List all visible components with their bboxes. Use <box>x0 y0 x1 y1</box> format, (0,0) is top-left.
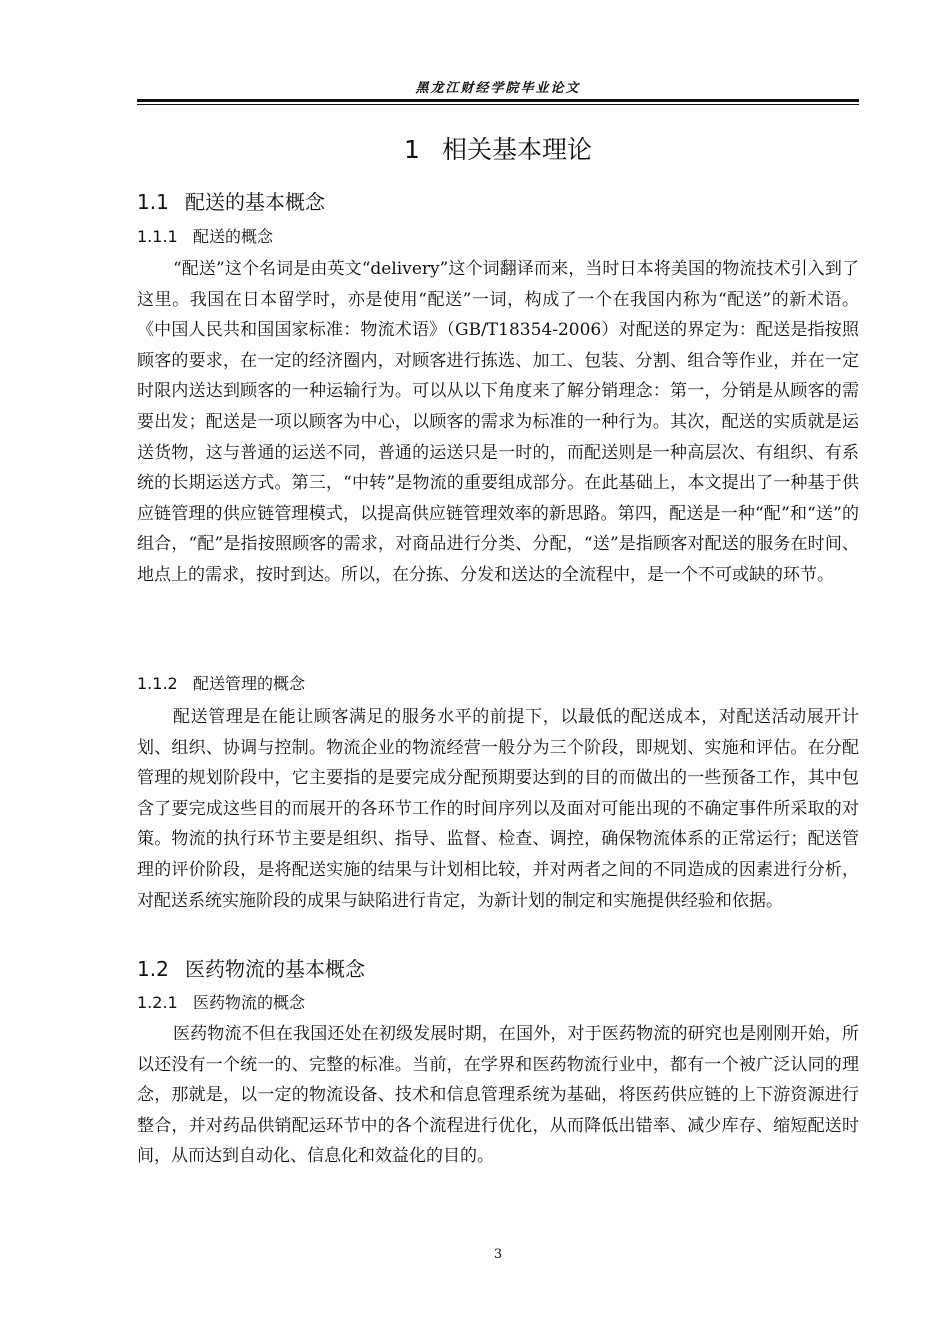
section-heading-1-2 <box>137 955 859 983</box>
subsection-number: 1.1.1 <box>137 227 178 246</box>
subsection-number: 1.2.1 <box>137 993 178 1012</box>
subsection-heading-1-1-2 <box>137 672 859 696</box>
page-number: 3 <box>493 1247 503 1262</box>
paragraph-1-1-2: 配送管理是在能让顾客满足的服务水平的前提下，以最低的配送成本，对配送活动展开计划、组织、协调与控制。物流企业的物流经营一般分为三个阶段，即规划、实施和评估。在分配管理的规划阶段中，它主要指的是要完成分配预期要达到的目的而做出的一些预备工作，其中包含了要完成这些目的而展开的各环节工作的时间序列以及面对可能出现的不确定事件所采取的对策。物流的执行环节主要是组织、指导、监督、检查、调控，确保物流体系的正常运行；配送管理的评价阶段，是将配送实施的结果与计划相比较，并对两者之间的不同造成的因素进行分析，对配送系统实施阶段的成果与缺陷进行肯定，为新计划的制定和实施提供经验和依据。 <box>137 707 859 911</box>
chapter-heading <box>137 133 859 167</box>
subsection-heading-1-1-1 <box>137 225 859 249</box>
chapter-title: 相关基本理论 <box>441 135 592 164</box>
section-heading-1-1 <box>137 188 859 216</box>
subsection-title: 医药物流的概念 <box>193 993 306 1012</box>
section-title: 医药物流的基本概念 <box>185 957 365 981</box>
subsection-title: 配送的概念 <box>193 227 274 246</box>
section-number: 1.2 <box>137 957 169 981</box>
header-rule-thin <box>137 104 859 105</box>
header-rule-thick <box>137 99 859 102</box>
chapter-number: 1 <box>404 135 420 164</box>
paragraph-1-2-1: 医药物流不但在我国还处在初级发展时期，在国外，对于医药物流的研究也是刚刚开始，所以还没有一个统一的、完整的标准。当前，在学界和医药物流行业中，都有一个被广泛认同的理念，那就是，以一定的物流设备、技术和信息管理系统为基础，将医药供应链的上下游资源进行整合，并对药品供销配运环节中的各个流程进行优化，从而降低出错率、减少库存、缩短配送时间，从而达到自动化、信息化和效益化的目的。 <box>137 1024 859 1167</box>
subsection-number: 1.1.2 <box>137 674 178 693</box>
subsection-heading-1-2-1 <box>137 991 859 1015</box>
section-number: 1.1 <box>137 190 169 214</box>
subsection-title: 配送管理的概念 <box>193 674 306 693</box>
running-header: 黑龙江财经学院毕业论文 <box>415 81 581 96</box>
paragraph-1-1-1: “配送”这个名词是由英文“delivery”这个词翻译而来，当时日本将美国的物流技术引入到了这里。我国在日本留学时，亦是使用“配送”一词，构成了一个在我国内称为“配送”的新术语。《中国人民共和国国家标准：物流术语》（GB/T18354-2006）对配送的界定为：配送是指按照顾客的要求，在一定的经济圈内，对顾客进行拣选、加工、包装、分割、组合等作业，并在一定时限内送达到顾客的一种运输行为。可以从以下角度来了解分销理念：第一，分销是从顾客的需要出发；配送是一项以顾客为中心，以顾客的需求为标准的一种行为。其次，配送的实质就是运送货物，这与普通的运送不同，普通的运送只是一时的，而配送则是一种高层次、有组织、有系统的长期运送方式。第三，“中转”是物流的重要组成部分。在此基础上，本文提出了一种基于供应链管理的供应链管理模式，以提高供应链管理效率的新思路。第四，配送是一种“配”和“送”的组合，“配”是指按照顾客的需求，对商品进行分类、分配，“送”是指顾客对配送的服务在时间、地点上的需求，按时到达。所以，在分拣、分发和送达的全流程中，是一个不可或缺的环节。 <box>137 259 859 585</box>
section-title: 配送的基本概念 <box>185 190 325 214</box>
